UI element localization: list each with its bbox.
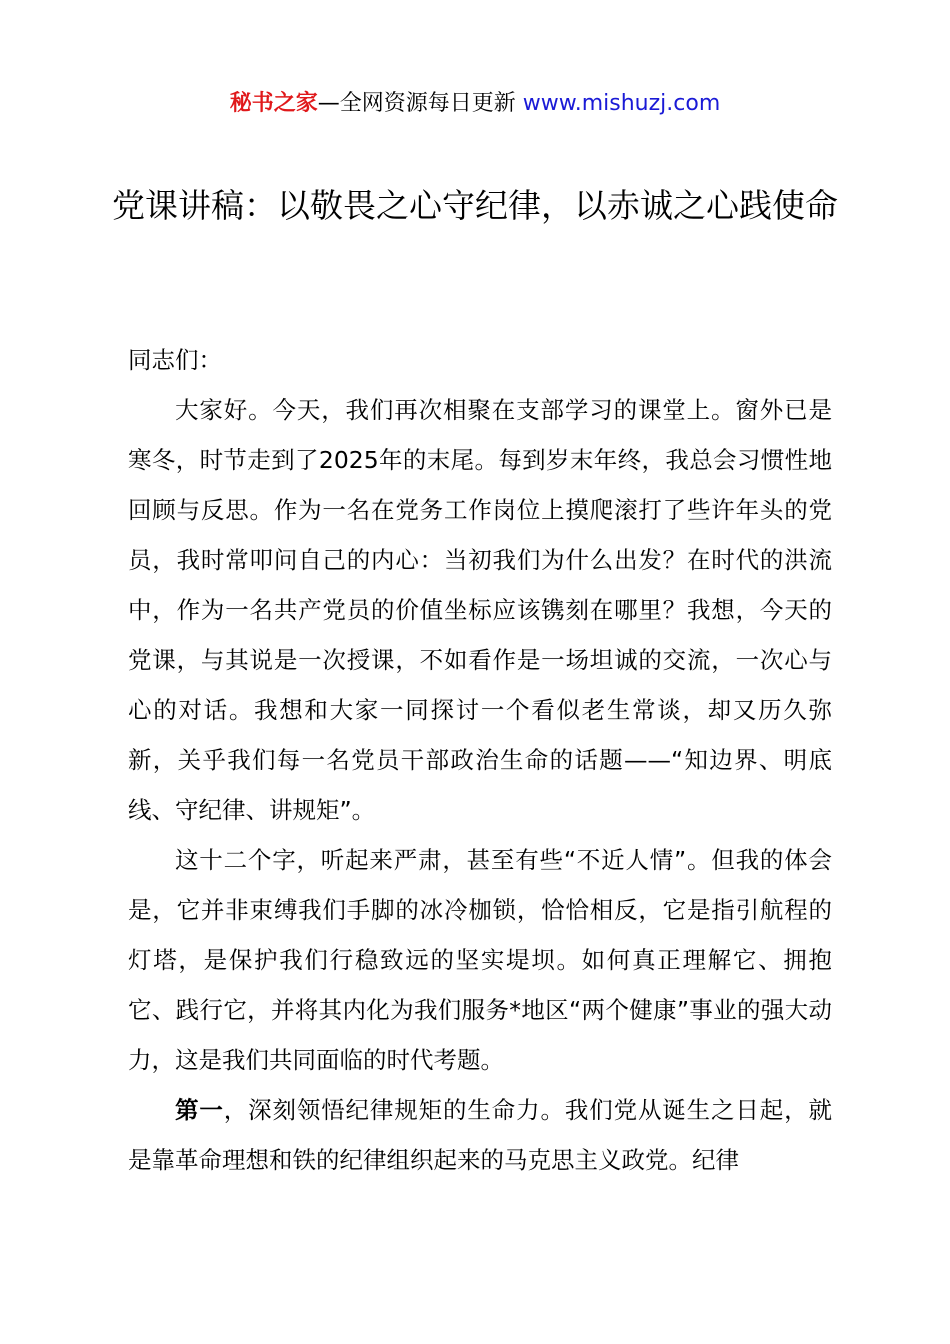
- document-body: [128, 335, 832, 1185]
- document-title: 党课讲稿：以敬畏之心守纪律，以赤诚之心践使命: [112, 186, 838, 225]
- site-tagline: 全网资源每日更新: [339, 91, 516, 116]
- paragraph-twelve-characters: 这十二个字，听起来严肃，甚至有些“不近人情”。但我的体会是，它并非束缚我们手脚的冰冷枷锁，恰恰相反，它是指引航程的灯塔，是保护我们行稳致远的坚实堤坝。如何真正理解它、拥抱它、践行它，并将其内化为我们服务*地区“两个健康”事业的强大动力，这是我们共同面临的时代考题。: [128, 846, 832, 1074]
- section-one-text: ，深刻领悟纪律规矩的生命力。我们党从诞生之日起，就是靠革命理想和铁的纪律组织起来的马克思主义政党。纪律: [128, 1096, 833, 1174]
- header-dash: —: [317, 91, 340, 116]
- salutation: 同志们：: [128, 346, 222, 374]
- site-brand: 秘书之家: [229, 91, 318, 116]
- site-url-link[interactable]: www.mishuzj.com: [522, 91, 721, 116]
- section-one-lead: 第一: [175, 1096, 224, 1124]
- paragraph-section-one: [128, 1085, 832, 1185]
- paragraph-intro: 大家好。今天，我们再次相聚在支部学习的课堂上。窗外已是寒冬，时节走到了2025年的末尾。每到岁末年终，我总会习惯性地回顾与反思。作为一名在党务工作岗位上摸爬滚打了些许年头的党员，我时常叩问自己的内心：当初我们为什么出发？在时代的洪流中，作为一名共产党员的价值坐标应该镌刻在哪里？我想，今天的党课，与其说是一次授课，不如看作是一场坦诚的交流，一次心与心的对话。我想和大家一同探讨一个看似老生常谈，却又历久弥新，关乎我们每一名党员干部政治生命的话题——“知边界、明底线、守纪律、讲规矩”。: [128, 396, 832, 824]
- site-header: [0, 86, 950, 122]
